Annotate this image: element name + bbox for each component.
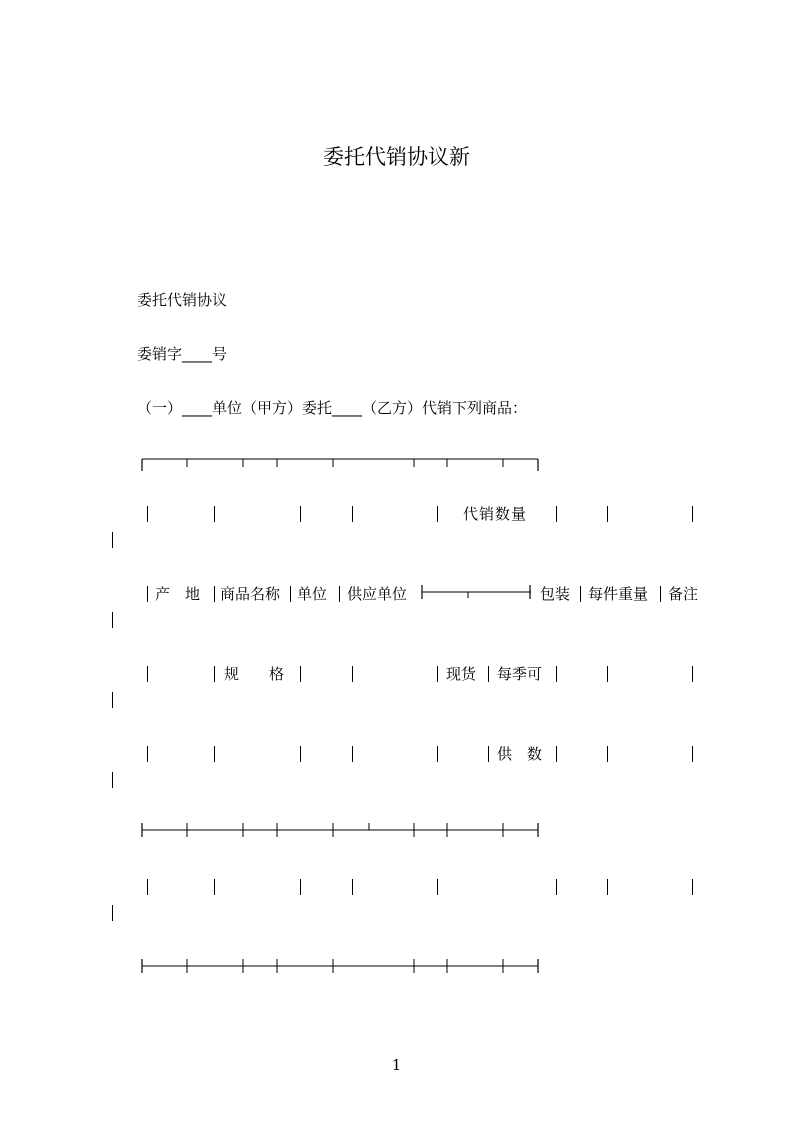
cell-border	[352, 879, 353, 895]
cell-border	[660, 586, 661, 602]
cell-border	[692, 666, 693, 682]
cell-border	[214, 746, 215, 762]
cell-border	[607, 666, 608, 682]
cell-border	[214, 586, 215, 602]
cell-border-wrap	[112, 612, 113, 628]
cell-border	[488, 666, 489, 682]
document-title: 委托代销协议新	[323, 145, 470, 169]
header-in-stock: 现货	[446, 665, 477, 683]
cell-border	[352, 666, 353, 682]
cell-border	[339, 586, 340, 602]
table-header-bottom-border	[141, 822, 539, 838]
header-specification: 规 格	[224, 665, 285, 683]
header-supplier: 供应单位	[347, 585, 408, 603]
cell-border	[488, 746, 489, 762]
agreement-heading: 委托代销协议	[137, 291, 228, 309]
cell-border	[147, 746, 148, 762]
cell-border	[692, 746, 693, 762]
cell-border	[300, 746, 301, 762]
cell-border	[352, 506, 353, 522]
cell-border	[214, 879, 215, 895]
cell-border	[556, 666, 557, 682]
cell-border	[556, 879, 557, 895]
cell-border-wrap	[112, 905, 113, 921]
cell-border	[692, 879, 693, 895]
cell-border	[352, 746, 353, 762]
cell-border	[147, 666, 148, 682]
cell-border	[607, 746, 608, 762]
cell-border	[607, 879, 608, 895]
table-top-border	[141, 457, 539, 473]
header-origin: 产 地	[155, 585, 201, 603]
cell-border-wrap	[112, 692, 113, 708]
cell-border	[556, 506, 557, 522]
sub-column-divider	[421, 584, 531, 600]
header-per-season: 每季可	[497, 665, 543, 683]
header-product-name: 商品名称	[220, 585, 281, 603]
cell-border	[147, 879, 148, 895]
header-packaging: 包装	[540, 585, 571, 603]
cell-border	[692, 506, 693, 522]
table-row-bottom-border	[141, 958, 539, 974]
cell-border	[437, 506, 438, 522]
header-supply-quantity: 供 数	[497, 745, 543, 763]
header-consign-quantity: 代销数量	[463, 505, 528, 523]
header-unit: 单位	[297, 585, 328, 603]
page-number: 1	[391, 1056, 402, 1074]
cell-border	[300, 666, 301, 682]
cell-border	[607, 506, 608, 522]
cell-border	[147, 506, 148, 522]
header-unit-weight: 每件重量	[588, 585, 649, 603]
cell-border-wrap	[112, 532, 113, 548]
reference-number-line: 委销字____号	[137, 345, 228, 363]
cell-border	[556, 746, 557, 762]
cell-border	[214, 506, 215, 522]
cell-border	[147, 586, 148, 602]
cell-border-wrap	[112, 772, 113, 788]
cell-border	[290, 586, 291, 602]
cell-border	[300, 506, 301, 522]
cell-border	[214, 666, 215, 682]
cell-border	[300, 879, 301, 895]
header-remarks: 备注	[668, 585, 699, 603]
clause-one: （一）____单位（甲方）委托____（乙方）代销下列商品：	[137, 399, 528, 417]
cell-border	[437, 746, 438, 762]
cell-border	[437, 879, 438, 895]
cell-border	[580, 586, 581, 602]
cell-border	[437, 666, 438, 682]
